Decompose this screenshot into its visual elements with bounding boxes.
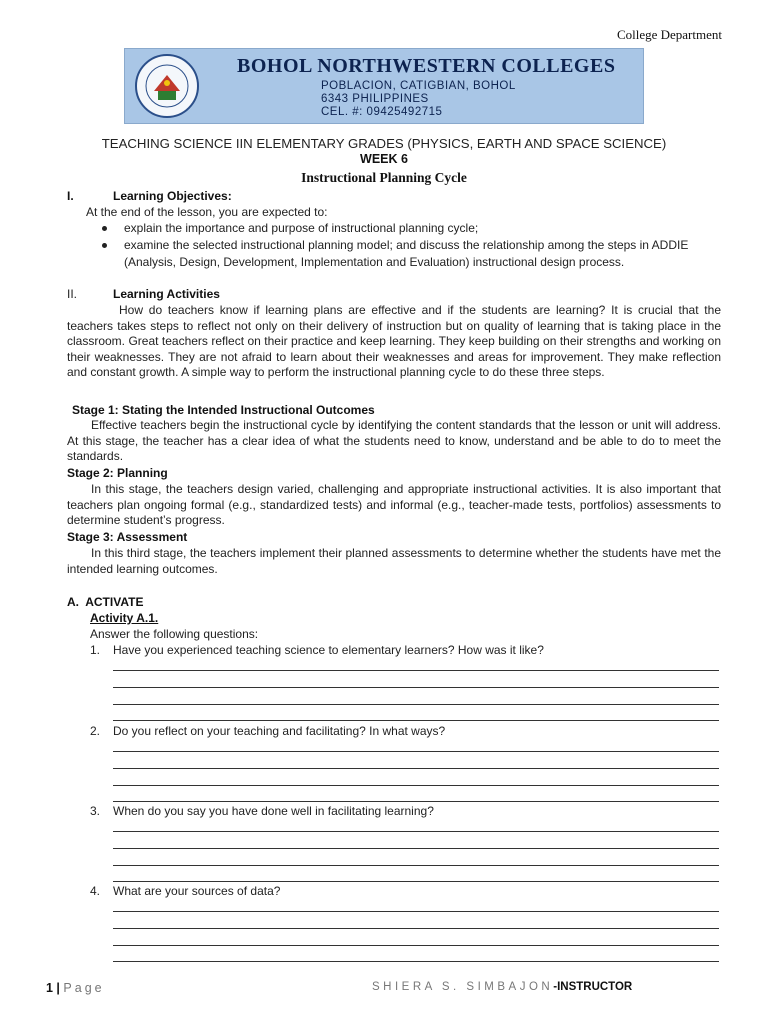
answer-line[interactable] xyxy=(113,720,719,721)
answer-line[interactable] xyxy=(113,945,719,946)
learning-activities-paragraph: How do teachers know if learning plans are effective and if the students are learning? It is crucial that the teachers takes steps to reflect not only on their delivery of instruction but on quality of learning that is taking place in the classroom. Great teachers reflect on their practice and keep learning. They keep building on their strengths and working on their weaknesses. They are not afraid to learn about their weaknesses and areas for improvement. They make reflection and constant growth. A simple way to perform the instructional planning cycle to do these three steps. xyxy=(67,303,721,380)
answer-line[interactable] xyxy=(113,928,719,929)
address-line-2: 6343 PHILIPPINES xyxy=(321,93,429,105)
answer-line[interactable] xyxy=(113,751,719,752)
stage-2-heading: Stage 2: Planning xyxy=(67,466,168,480)
bullet-dot xyxy=(102,226,107,231)
page-number xyxy=(46,981,105,995)
objectives-intro: At the end of the lesson, you are expected to: xyxy=(86,205,328,219)
school-seal-icon xyxy=(134,53,200,119)
activity-instruction: Answer the following questions: xyxy=(90,627,259,641)
question-3-text: When do you say you have done well in facilitating learning? xyxy=(113,804,434,818)
bullet-dot xyxy=(102,243,107,248)
question-1-text: Have you experienced teaching science to elementary learners? How was it like? xyxy=(113,643,544,657)
question-2-number: 2. xyxy=(90,724,101,738)
course-title: TEACHING SCIENCE IIN ELEMENTARY GRADES (PHYSICS, EARTH AND SPACE SCIENCE) xyxy=(101,136,667,151)
objective-2-continued: (Analysis, Design, Development, Implementation and Evaluation) instructional design process. xyxy=(124,255,625,269)
answer-line[interactable] xyxy=(113,911,719,912)
answer-line[interactable] xyxy=(113,704,719,705)
section-2-heading: Learning Activities xyxy=(113,287,220,301)
section-2-number: II. xyxy=(67,287,78,301)
activity-label: Activity A.1. xyxy=(90,611,159,625)
answer-line[interactable] xyxy=(113,865,719,866)
stage-3-heading: Stage 3: Assessment xyxy=(67,530,188,544)
objective-2: examine the selected instructional planning model; and discuss the relationship among the steps in ADDIE xyxy=(124,238,689,252)
department-label: College Department xyxy=(616,27,722,42)
activate-heading: A. ACTIVATE xyxy=(67,595,144,609)
stage-3-text: In this third stage, the teachers implement their planned assessments to determine whether the students have met the intended learning outcomes. xyxy=(67,546,721,576)
phone-number: CEL. #: 09425492715 xyxy=(321,106,443,118)
instructor-name: SHIERA S. SIMBAJON xyxy=(372,981,554,993)
page-number-value: 1 | xyxy=(46,981,60,995)
question-1-number: 1. xyxy=(90,643,101,657)
instructor-signature xyxy=(372,981,632,993)
stage-1-text: Effective teachers begin the instructional cycle by identifying the content standards that the lesson or unit will address. At this stage, the teacher has a clear idea of what the students need to know, understand and be able to do to meet the standards. xyxy=(67,418,721,464)
section-1-number: I. xyxy=(67,189,74,203)
question-2-text: Do you reflect on your teaching and facilitating? In what ways? xyxy=(113,724,446,738)
question-4-number: 4. xyxy=(90,884,101,898)
answer-line[interactable] xyxy=(113,768,719,769)
week-label: WEEK 6 xyxy=(360,152,408,166)
answer-line[interactable] xyxy=(113,687,719,688)
school-banner xyxy=(124,48,644,124)
answer-line[interactable] xyxy=(113,881,719,882)
answer-line[interactable] xyxy=(113,848,719,849)
lesson-title: Instructional Planning Cycle xyxy=(301,170,467,185)
instructor-role: -INSTRUCTOR xyxy=(553,981,633,993)
answer-line[interactable] xyxy=(113,801,719,802)
answer-line[interactable] xyxy=(113,670,719,671)
question-4-text: What are your sources of data? xyxy=(113,884,281,898)
stage-2-text: In this stage, the teachers design varied, challenging and appropriate instructional activities. It is also important that teachers plan ongoing formal (e.g., standardized tests) and informal (e.g., teacher-made tests, portfolios) assessments to determine student’s progress. xyxy=(67,482,721,528)
school-name: BOHOL NORTHWESTERN COLLEGES xyxy=(237,55,616,77)
objective-1: explain the importance and purpose of instructional planning cycle; xyxy=(124,221,479,235)
stage-1-heading: Stage 1: Stating the Intended Instructional Outcomes xyxy=(72,403,375,417)
section-1-heading: Learning Objectives: xyxy=(113,189,232,203)
answer-line[interactable] xyxy=(113,785,719,786)
address-line-1: POBLACION, CATIGBIAN, BOHOL xyxy=(321,80,516,92)
question-3-number: 3. xyxy=(90,804,101,818)
page-label: Page xyxy=(63,981,105,995)
answer-line[interactable] xyxy=(113,961,719,962)
answer-line[interactable] xyxy=(113,831,719,832)
